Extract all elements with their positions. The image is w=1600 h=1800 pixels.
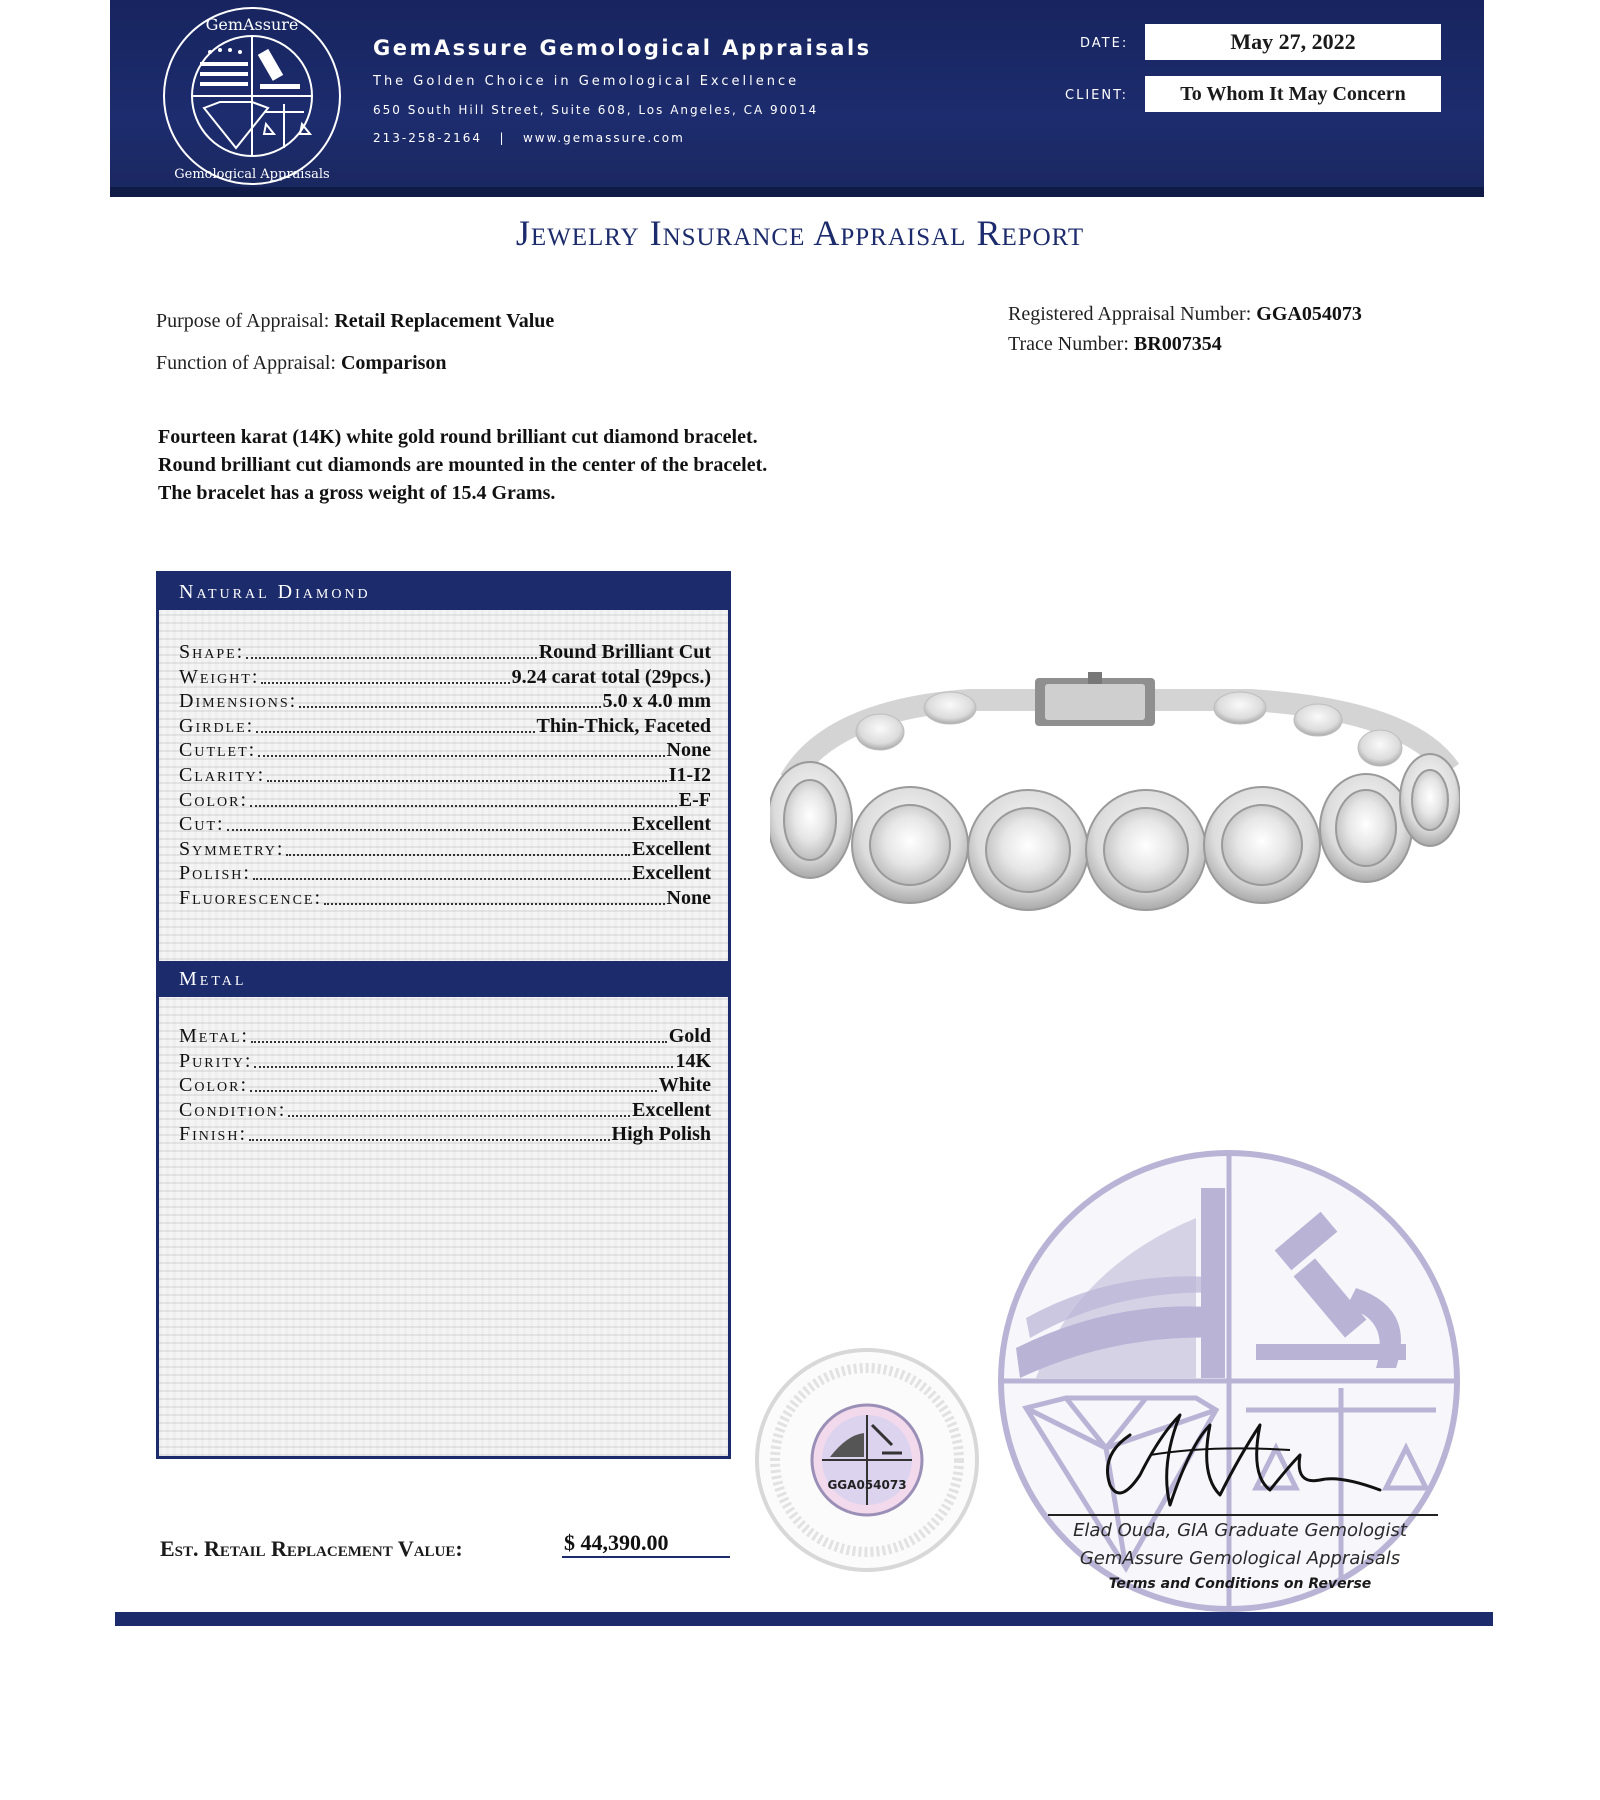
description-line: The bracelet has a gross weight of 15.4 Grams.	[158, 482, 556, 504]
diamond-spec-row	[179, 788, 711, 812]
trace-value: BR007354	[1133, 333, 1222, 355]
spec-value: Excellent	[632, 813, 711, 836]
leader-dots	[256, 731, 534, 733]
client-label: CLIENT:	[1065, 88, 1128, 103]
company-phone: 213-258-2164	[373, 131, 483, 145]
spec-label: Purity:	[179, 1049, 253, 1072]
spec-value: E-F	[678, 788, 711, 811]
leader-dots	[253, 878, 630, 880]
registered-label: Registered Appraisal Number:	[1008, 303, 1252, 325]
spec-value: None	[666, 887, 711, 909]
metal-spec-row	[179, 1122, 711, 1146]
appraiser-company: GemAssure Gemological Appraisals	[1079, 1548, 1401, 1569]
leader-dots	[250, 805, 677, 807]
spec-label: Polish:	[179, 862, 251, 885]
client-value: To Whom It May Concern	[1145, 76, 1441, 112]
retail-value-label: Est. Retail Replacement Value:	[160, 1536, 463, 1561]
leader-dots	[261, 682, 509, 684]
diamond-spec-row	[179, 665, 711, 689]
appraiser-name: Elad Ouda, GIA Graduate Gemologist	[1073, 1520, 1407, 1541]
metal-spec-row	[179, 1024, 711, 1048]
leader-dots	[286, 854, 630, 856]
leader-dots	[288, 1115, 630, 1117]
report-title: Jewelry Insurance Appraisal Report	[515, 213, 1085, 253]
letterhead-banner	[110, 0, 1484, 197]
spec-label: Color:	[179, 788, 249, 811]
diamond-spec-row	[179, 837, 711, 861]
hologram-seal-icon	[752, 1345, 982, 1575]
footer-bar	[115, 1612, 1493, 1626]
retail-value-amount: $ 44,390.00	[562, 1530, 730, 1558]
description-line: Fourteen karat (14K) white gold round brilliant cut diamond bracelet.	[158, 426, 758, 448]
leader-dots	[267, 780, 667, 782]
spec-label: Weight:	[179, 665, 260, 688]
metal-spec-row	[179, 1073, 711, 1097]
leader-dots	[227, 829, 631, 831]
appraiser-signature-icon	[1090, 1395, 1390, 1525]
diamond-spec-row	[179, 714, 711, 738]
spec-value: I1-I2	[668, 764, 711, 786]
date-value: May 27, 2022	[1145, 24, 1441, 60]
function-label: Function of Appraisal:	[156, 352, 336, 374]
registered-line	[1008, 303, 1362, 326]
logo-top-text: GemAssure	[205, 15, 299, 34]
diamond-spec-row	[179, 812, 711, 836]
spec-label: Cutlet:	[179, 739, 257, 762]
spec-label: Finish:	[179, 1123, 248, 1146]
spec-value: White	[658, 1074, 711, 1097]
spec-value: Excellent	[632, 862, 711, 885]
spec-value: Excellent	[632, 1098, 711, 1121]
function-line	[156, 352, 447, 375]
diamond-spec-row	[179, 763, 711, 787]
spec-value: 9.24 carat total (29pcs.)	[511, 665, 711, 688]
company-address: 650 South Hill Street, Suite 608, Los Angeles, CA 90014	[373, 103, 819, 117]
diamond-spec-row	[179, 886, 711, 910]
spec-value: Round Brilliant Cut	[538, 641, 711, 663]
spec-label: Fluorescence:	[179, 887, 323, 909]
trace-label: Trace Number:	[1008, 333, 1129, 355]
signature-line	[1048, 1514, 1438, 1516]
leader-dots	[249, 1139, 610, 1141]
spec-value: 14K	[675, 1049, 711, 1072]
purpose-value: Retail Replacement Value	[334, 310, 555, 332]
leader-dots	[246, 657, 536, 659]
purpose-line	[156, 310, 554, 333]
watermark-seal-icon	[996, 1148, 1462, 1614]
diamond-heading: Natural Diamond	[159, 574, 728, 610]
spec-label: Metal:	[179, 1025, 249, 1047]
spec-value: Gold	[668, 1025, 711, 1047]
metal-spec-row	[179, 1098, 711, 1122]
specifications-panel	[156, 571, 731, 1459]
trace-line	[1008, 333, 1222, 356]
spec-value: Thin-Thick, Faceted	[536, 714, 711, 737]
leader-dots	[299, 706, 600, 708]
spec-label: Color:	[179, 1074, 249, 1097]
registered-value: GGA054073	[1256, 303, 1362, 325]
leader-dots	[324, 903, 665, 905]
leader-dots	[258, 755, 664, 757]
spec-value: 5.0 x 4.0 mm	[602, 690, 711, 713]
header-bottom-strip	[110, 187, 1484, 197]
diamond-spec-row	[179, 689, 711, 713]
company-tagline: The Golden Choice in Gemological Excellence	[373, 74, 800, 89]
spec-value: High Polish	[611, 1123, 711, 1146]
metal-heading: Metal	[159, 961, 728, 997]
item-description	[158, 423, 767, 507]
spec-label: Symmetry:	[179, 837, 285, 860]
logo-bottom-text: Gemological Appraisals	[174, 167, 330, 182]
leader-dots	[251, 1041, 667, 1043]
spec-label: Shape:	[179, 641, 245, 663]
metal-spec-row	[179, 1049, 711, 1073]
company-block	[373, 36, 872, 145]
spec-value: Excellent	[632, 837, 711, 860]
company-website: www.gemassure.com	[522, 131, 685, 145]
diamond-spec-row	[179, 861, 711, 885]
diamond-bracelet-photo	[770, 670, 1460, 930]
spec-label: Dimensions:	[179, 690, 298, 713]
company-name: GemAssure Gemological Appraisals	[373, 36, 872, 60]
hologram-number: GGA054073	[827, 1478, 907, 1492]
leader-dots	[250, 1090, 657, 1092]
purpose-label: Purpose of Appraisal:	[156, 310, 330, 332]
diamond-spec-row	[179, 640, 711, 664]
leader-dots	[254, 1066, 673, 1068]
spec-label: Cut:	[179, 813, 225, 836]
date-label: DATE:	[1080, 36, 1129, 51]
company-contact: 213-258-2164 | www.gemassure.com	[373, 131, 685, 145]
spec-label: Clarity:	[179, 764, 266, 786]
diamond-spec-row	[179, 738, 711, 762]
spec-label: Condition:	[179, 1098, 287, 1121]
function-value: Comparison	[340, 352, 447, 374]
spec-value: None	[666, 739, 711, 762]
spec-label: Girdle:	[179, 714, 255, 737]
description-line: Round brilliant cut diamonds are mounted in the center of the bracelet.	[158, 454, 768, 476]
gemassure-logo-seal-icon	[160, 4, 344, 188]
terms-note: Terms and Conditions on Reverse	[1108, 1576, 1372, 1592]
